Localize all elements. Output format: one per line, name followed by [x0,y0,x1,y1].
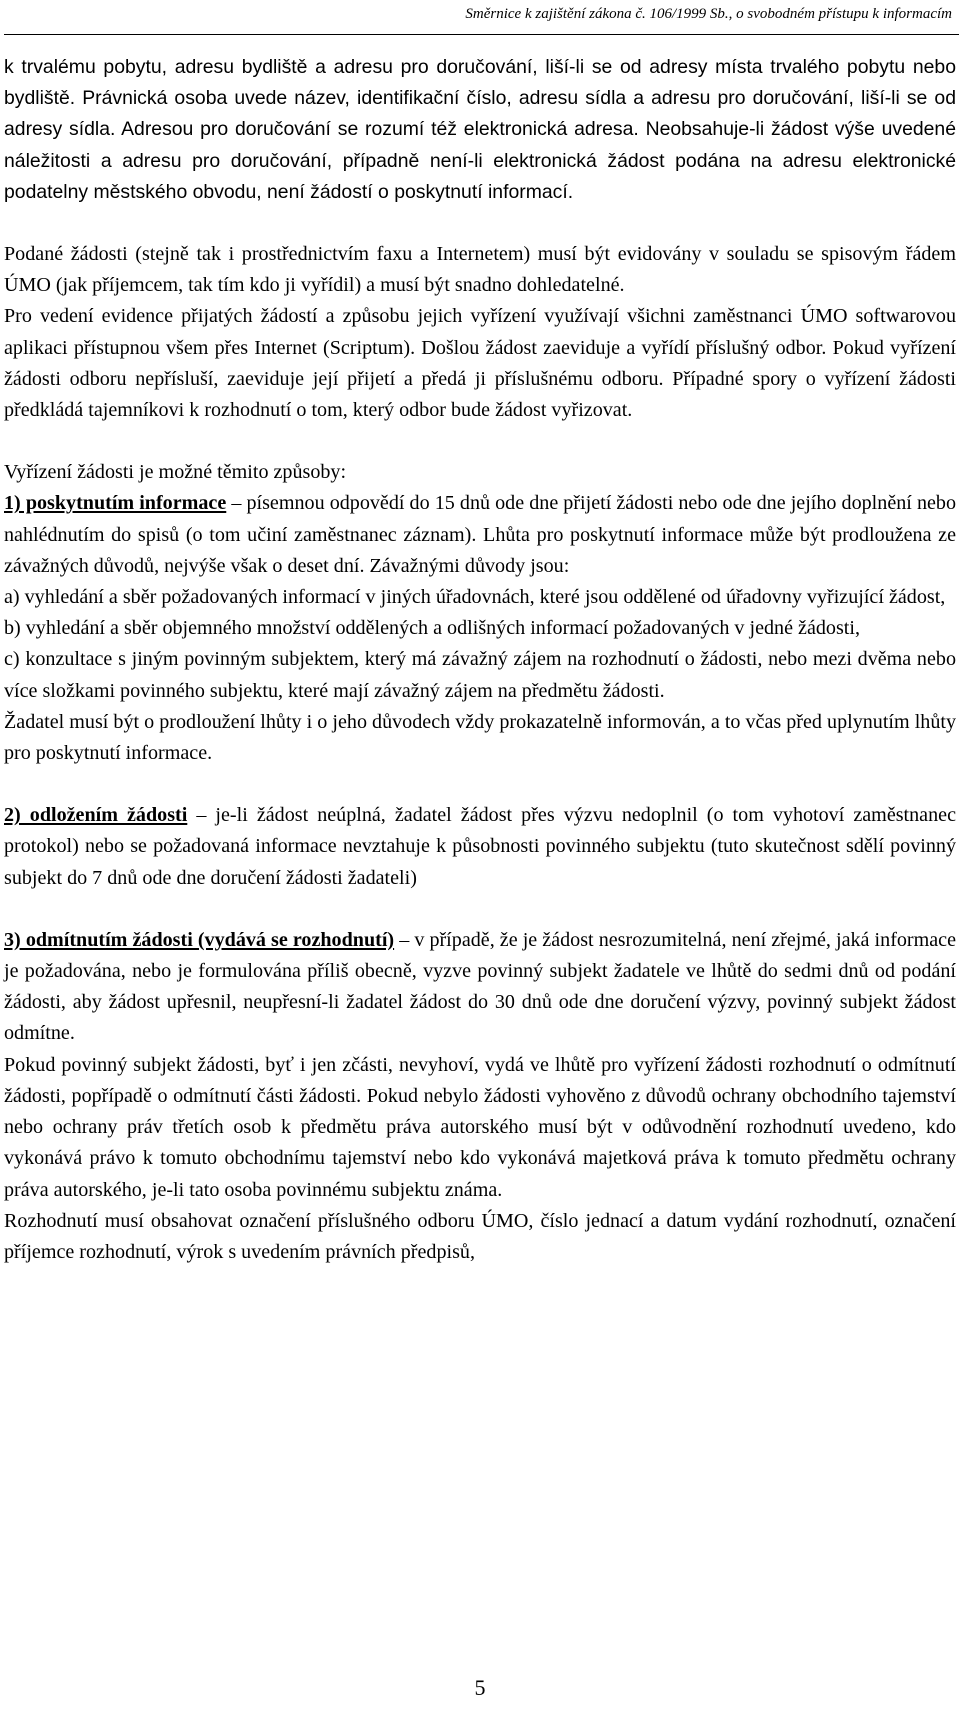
section-1-text: – písemnou odpovědí do 15 dnů ode dne přijetí žádosti nebo ode dne jejího doplnění nebo nahlédnutím do spisů (o tom učiní zaměstnanec záznam). Lhůta pro poskytnutí informace může být prodloužena ze závažných důvodů, nejvýše však o deset dní. Závažnými důvody jsou: [4,492,957,577]
document-body [4,52,956,1268]
section-2-title: 2) odložením žádosti [4,804,188,827]
paragraph-evidence: Pro vedení evidence přijatých žádostí a způsobu jejich vyřízení využívají všichni zaměstnanci ÚMO softwarovou aplikaci přístupnou všem přes Internet (Scriptum). Došlou žádost zaeviduje a vyřídí příslušný odbor. Pokud vyřízení žádosti odboru nepřísluší, zaeviduje její přijetí a předá ji příslušnému odboru. Případné spory o vyřízení žádosti předkládá tajemníkovi k rozhodnutí o tom, který odbor bude žádost vyřizovat. [4,305,956,422]
section-3-paragraph-2: Pokud povinný subjekt žádosti, byť i jen zčásti, nevyhoví, vydá ve lhůtě pro vyřízení žádosti rozhodnutí o odmítnutí žádosti, popřípadě o odmítnutí části žádosti. Pokud nebylo žádosti vyhověno z důvodů ochrany obchodního tajemství nebo ochrany práv třetích osob k předmětu práva autorského musí být v odůvodnění rozhodnutí uvedeno, kdo vykonává právo k tomuto obchodnímu tajemství nebo kdo vykonává majetková práva k tomuto předmětu ochrany práva autorského, je-li tato osoba povinnému subjektu známa. [4,1053,956,1201]
paragraph-methods-intro: Vyřízení žádosti je možné těmito způsoby: [4,461,347,484]
section-1-item-b: b) vyhledání a sběr objemného množství oddělených a odlišných informací požadovaných v jedné žádosti, [4,617,860,640]
section-2-text: – je-li žádost neúplná, žadatel žádost přes výzvu nedoplnil (o tom vyhotoví zaměstnanec protokol) nebo se požadovaná informace nevztahuje k působnosti povinného subjektu (tuto skutečnost sdělí povinný subjekt do 7 dnů ode dne doručení žádosti žadateli) [4,804,956,889]
section-3 [4,925,956,1050]
section-1-title: 1) poskytnutím informace [4,492,227,515]
section-3-text: – v případě, že je žádost nesrozumitelná, není zřejmé, jaká informace je požadována, nebo je formulována příliš obecně, vyzve povinný subjekt žadatele ve lhůtě do sedmi dnů od podání žádosti, aby žádost upřesnil, neupřesní-li žadatel žádost do 30 dnů ode dne doručení výzvy, povinný subjekt žádost odmítne. [4,928,957,1045]
section-2 [4,800,956,894]
section-3-title: 3) odmítnutím žádosti (vydává se rozhodnutí) [4,928,395,951]
section-1-item-a: a) vyhledání a sběr požadovaných informací v jiných úřadovnách, které jsou oddělené od úřadovny vyřizující žádost, [4,586,946,609]
section-1 [4,488,956,582]
section-3-paragraph-3: Rozhodnutí musí obsahovat označení příslušného odboru ÚMO, číslo jednací a datum vydání rozhodnutí, označení příjemce rozhodnutí, výrok s uvedením právních předpisů, [4,1209,956,1263]
paragraph-request-address: k trvalému pobytu, adresu bydliště a adresu pro doručování, liší-li se od adresy místa trvalého pobytu nebo bydliště. Právnická osoba uvede název, identifikační číslo, adresu sídla a adresu pro doručování, liší-li se od adresy sídla. Adresou pro doručování se rozumí též elektronická adresa. Neobsahuje-li žádost výše uvedené náležitosti a adresu pro doručování, případně není-li elektronická žádost podána na adresu elektronické podatelny městského obvodu, není žádostí o poskytnutí informací. [4,56,956,203]
section-1-item-c: c) konzultace s jiným povinným subjektem, který má závažný zájem na rozhodnutí o žádosti, nebo mezi dvěma nebo více složkami povinného subjektu, které mají závažný zájem na předmětu žádosti. [4,648,956,702]
page-number: 5 [474,1675,486,1700]
header-rule [4,34,959,35]
section-1-conclusion: Žadatel musí být o prodloužení lhůty i o jeho důvodech vždy prokazatelně informován, a to včas před uplynutím lhůty pro poskytnutí informace. [4,710,956,765]
page-header: Směrnice k zajištění zákona č. 106/1999 Sb., o svobodném přístupu k informacím [465,6,952,22]
paragraph-registration: Podané žádosti (stejně tak i prostřednictvím faxu a Internetem) musí být evidovány v souladu se spisovým řádem ÚMO (jak příjemcem, tak tím kdo ji vyřídil) a musí být snadno dohledatelné. [4,243,956,297]
